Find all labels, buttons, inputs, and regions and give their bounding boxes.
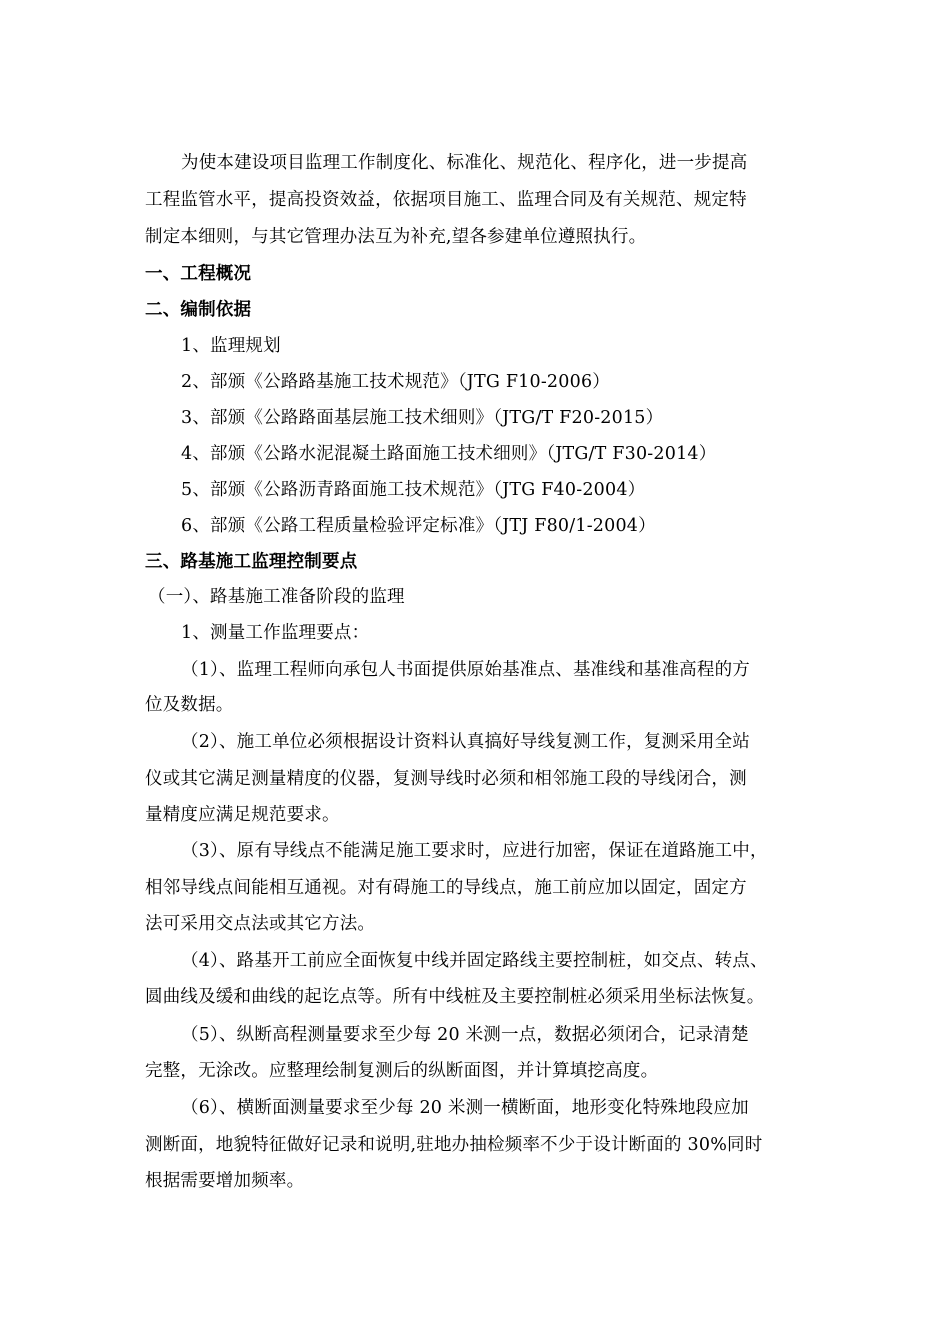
basis-item: 4、部颁《公路水泥混凝土路面施工技术细则》（JTG/T F30-2014） xyxy=(181,444,717,464)
item-3-line: 法可采用交点法或其它方法。 xyxy=(145,914,376,934)
survey-title: 1、测量工作监理要点： xyxy=(181,623,370,643)
section-heading-basis: 二、编制依据 xyxy=(145,300,252,320)
item-6-line: （6）、横断面测量要求至少每 20 米测一横断面，地形变化特殊地段应加 xyxy=(181,1098,749,1118)
item-1-line: （1）、监理工程师向承包人书面提供原始基准点、基准线和基准高程的方 xyxy=(181,660,750,680)
item-3-line: 相邻导线点间能相互通视。对有碍施工的导线点，施工前应加以固定，固定方 xyxy=(145,878,747,898)
item-6-line: 根据需要增加频率。 xyxy=(145,1171,305,1191)
intro-line-1: 为使本建设项目监理工作制度化、标准化、规范化、程序化，进一步提高 xyxy=(181,153,748,173)
subsection-heading: （一）、路基施工准备阶段的监理 xyxy=(148,587,405,607)
basis-item: 2、部颁《公路路基施工技术规范》（JTG F10-2006） xyxy=(181,372,610,392)
section-heading-overview: 一、工程概况 xyxy=(145,264,252,284)
item-5-line: 完整，无涂改。应整理绘制复测后的纵断面图，并计算填挖高度。 xyxy=(145,1061,659,1081)
item-1-line: 位及数据。 xyxy=(145,695,234,715)
intro-line-3: 制定本细则，与其它管理办法互为补充,望各参建单位遵照执行。 xyxy=(145,227,647,247)
item-5-line: （5）、纵断高程测量要求至少每 20 米测一点，数据必须闭合，记录清楚 xyxy=(181,1025,749,1045)
item-2-line: 仪或其它满足测量精度的仪器，复测导线时必须和相邻施工段的导线闭合，测 xyxy=(145,769,747,789)
item-2-line: 量精度应满足规范要求。 xyxy=(145,805,340,825)
item-6-line: 测断面，地貌特征做好记录和说明,驻地办抽检频率不少于设计断面的 30%同时 xyxy=(145,1135,763,1155)
basis-item: 3、部颁《公路路面基层施工技术细则》（JTG/T F20-2015） xyxy=(181,408,664,428)
basis-item: 1、监理规划 xyxy=(181,336,281,356)
intro-line-2: 工程监管水平，提高投资效益，依据项目施工、监理合同及有关规范、规定特 xyxy=(145,190,747,210)
item-3-line: （3）、原有导线点不能满足施工要求时，应进行加密，保证在道路施工中， xyxy=(181,841,768,861)
item-4-line: 圆曲线及缓和曲线的起讫点等。所有中线桩及主要控制桩必须采用坐标法恢复。 xyxy=(145,987,765,1007)
item-2-line: （2）、施工单位必须根据设计资料认真搞好导线复测工作，复测采用全站 xyxy=(181,732,750,752)
basis-item: 6、部颁《公路工程质量检验评定标准》（JTJ F80/1-2004） xyxy=(181,516,656,536)
item-4-line: （4）、路基开工前应全面恢复中线并固定路线主要控制桩，如交点、转点、 xyxy=(181,951,768,971)
basis-item: 5、部颁《公路沥青路面施工技术规范》（JTG F40-2004） xyxy=(181,480,646,500)
section-heading-subgrade: 三、路基施工监理控制要点 xyxy=(145,552,358,572)
